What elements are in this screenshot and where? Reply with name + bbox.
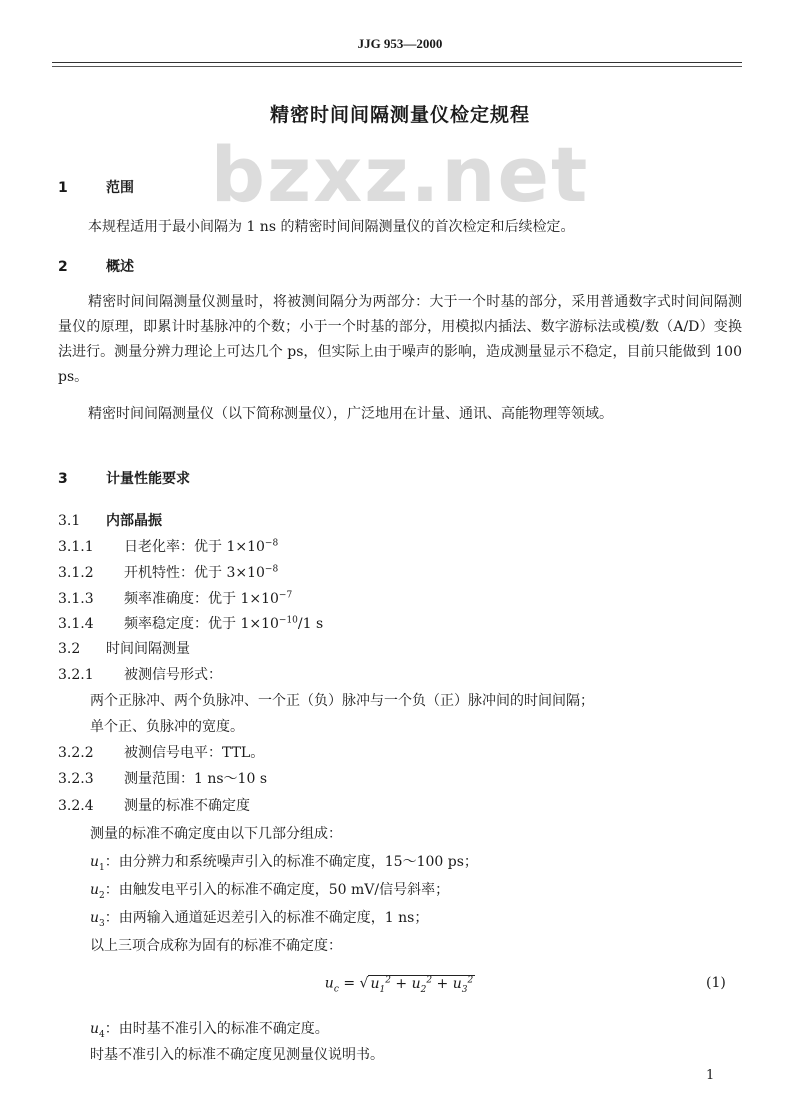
watermark: bzxz.net <box>210 130 590 219</box>
section-3-1-heading: 3.1 内部晶振 <box>58 513 162 529</box>
section-3-2-4-intro: 测量的标准不确定度由以下几部分组成： <box>90 826 342 842</box>
section-3-2-4-combined: 以上三项合成称为固有的标准不确定度： <box>90 938 342 954</box>
combined-uncertainty-formula: $u_c$ = √ $u_1^2 + u_2^2 + u_3^2$ <box>324 975 474 995</box>
uncertainty-u4: $u_4$：由时基不准引入的标准不确定度。 <box>90 1021 329 1040</box>
section-3-heading: 3 计量性能要求 <box>58 471 190 487</box>
uncertainty-u2: $u_2$：由触发电平引入的标准不确定度，50 mV/信号斜率； <box>90 882 450 901</box>
document-title: 精密时间间隔测量仪检定规程 <box>269 104 530 126</box>
formula-number: (1) <box>706 975 726 991</box>
header-rule <box>52 62 742 63</box>
section-3-1-1: 3.1.1 日老化率：优于 $1\times 10^{-8}$ <box>58 538 279 555</box>
section-1-text: 本规程适用于最小间隔为 1 ns 的精密时间间隔测量仪的首次检定和后续检定。 <box>88 219 575 235</box>
section-3-2-4: 3.2.4 测量的标准不确定度 <box>58 798 250 814</box>
section-3-1-2: 3.1.2 开机特性：优于 $3\times 10^{-8}$ <box>58 564 279 581</box>
section-3-2-1-line-2: 单个正、负脉冲的宽度。 <box>90 719 244 735</box>
section-3-1-3: 3.1.3 频率准确度：优于 $1\times 10^{-7}$ <box>58 590 293 607</box>
page-number: 1 <box>706 1068 715 1083</box>
section-3-2-1: 3.2.1 被测信号形式： <box>58 667 222 683</box>
section-3-2-heading: 3.2 时间间隔测量 <box>58 641 190 657</box>
section-3-2-3: 3.2.3 测量范围：1 ns～10 s <box>58 771 268 787</box>
section-3-1-4: 3.1.4 频率稳定度：优于 $1\times 10^{-10}/1$ s <box>58 615 324 632</box>
section-2-paragraph-2: 精密时间间隔测量仪（以下简称测量仪），广泛地用在计量、通讯、高能物理等领域。 <box>88 406 613 422</box>
section-1-heading: 1 范围 <box>58 180 134 196</box>
section-3-2-4-note: 时基不准引入的标准不确定度见测量仪说明书。 <box>90 1047 384 1063</box>
standard-code: JJG 953—2000 <box>357 36 443 51</box>
section-3-2-1-line-1: 两个正脉冲、两个负脉冲、一个正（负）脉冲与一个负（正）脉冲间的时间间隔； <box>90 693 594 709</box>
section-2-paragraph-1: 精密时间间隔测量仪测量时，将被测间隔分为两部分：大于一个时基的部分，采用普通数字式时间间隔测量仪的原理，即累计时基脉冲的个数；小于一个时基的部分，用模拟内插法、数字游标法或模/数（A/D）变换法进行。测量分辨力理论上可达几个 ps，但实际上由于噪声的影响，造成测量显示不稳定，目前只能做到 100 ps。 <box>58 294 742 385</box>
section-3-2-2: 3.2.2 被测信号电平：TTL。 <box>58 745 265 761</box>
uncertainty-u1: $u_1$：由分辨力和系统噪声引入的标准不确定度，15～100 ps； <box>90 854 478 873</box>
section-2-heading: 2 概述 <box>58 259 134 275</box>
uncertainty-u3: $u_3$：由两输入通道延迟差引入的标准不确定度，1 ns； <box>90 910 429 929</box>
header-rule-thin <box>52 66 742 67</box>
